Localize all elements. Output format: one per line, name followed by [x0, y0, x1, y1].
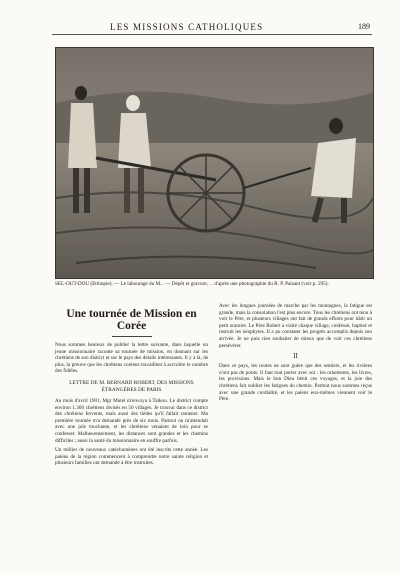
figure-caption: SEL-OUT-DOU (Ethiopie). — Le labourage du M... — Dépôt et gravure, ... d'après une photographie du R. P. Paisant (voir p. 295). — [55, 281, 329, 287]
letter-heading: LETTRE DE M. BERNARD ROBERT, DES MISSIONS ÉTRANGÈRES DE PARIS — [69, 379, 194, 393]
left-column — [55, 303, 208, 467]
section-number: II — [293, 353, 298, 361]
page-header — [50, 22, 370, 34]
header-rule — [52, 34, 372, 35]
right-body-paragraph-2: Dans ce pays, les routes ne sont guère que des sentiers, et les rivières n'ont pas de ponts. Il faut tout porter avec soi : les ornements, les livres, les provisions. Mais le bon Dieu bénit ces voyages, et la joie des chrétiens fait oublier les fatigues du chemin. Partout nous sommes reçus avec une grande cordialité, et les païens eux-mêmes viennent voir le Père. — [219, 363, 372, 403]
illustration-photo — [55, 47, 374, 279]
running-title: LES MISSIONS CATHOLIQUES — [110, 22, 264, 32]
ploughing-scene-illustration — [56, 48, 373, 278]
title-rule — [112, 336, 152, 337]
right-body-paragraph: Avec les longues journées de marche par les montagnes, la fatigue est grande, mais la consolation l'est plus encore. Tous les chrétiens ont tenu à voir le Père, et plusieurs villages ont fait de grands efforts pour bâtir un petit oratoire. Le Père Robert a visité chaque village, confessé, baptisé et instruit les néophytes. Il a pu constater les progrès accomplis depuis son arrivée. Je ne puis rien souhaiter de mieux que de voir ces chrétiens persévérer. — [219, 303, 372, 349]
left-body-paragraph: Au mois d'avril 1901, Mgr Mutel m'envoya à Taikou. Le district compte environ 1.300 chrétiens divisés en 50 villages. Je trouvai dans ce district des chrétiens fervents, mais aussi des tièdes qu'il fallait ramener. Ma première tournée m'a demandé près de six mois. Partout on m'attendait avec une joie touchante, et les chrétiens venaient de loin pour se confesser. Malheureusement, les distances sont grandes et les chemins difficiles ; aussi la santé du missionnaire en souffre parfois. — [55, 397, 208, 444]
article-title: Une tournée de Mission en Corée — [66, 308, 197, 332]
right-column — [219, 303, 372, 403]
article-intro: Nous sommes heureux de publier la lettre suivante, dans laquelle un jeune missionnaire raconte sa tournée de mission, en donnant sur les chrétiens de son district et sur le pays des détails intéressants. Il y a là, de plus, la preuve que les chrétiens coréens travaillent à accroître le nombre des fidèles. — [55, 342, 208, 375]
left-body-paragraph-2: Un millier de nouveaux catéchumènes ont été inscrits cette année. Les païens de la région commencent à comprendre notre sainte religion et plusieurs familles ont demandé à être instruites. — [55, 447, 208, 467]
page-number: 189 — [358, 22, 370, 31]
